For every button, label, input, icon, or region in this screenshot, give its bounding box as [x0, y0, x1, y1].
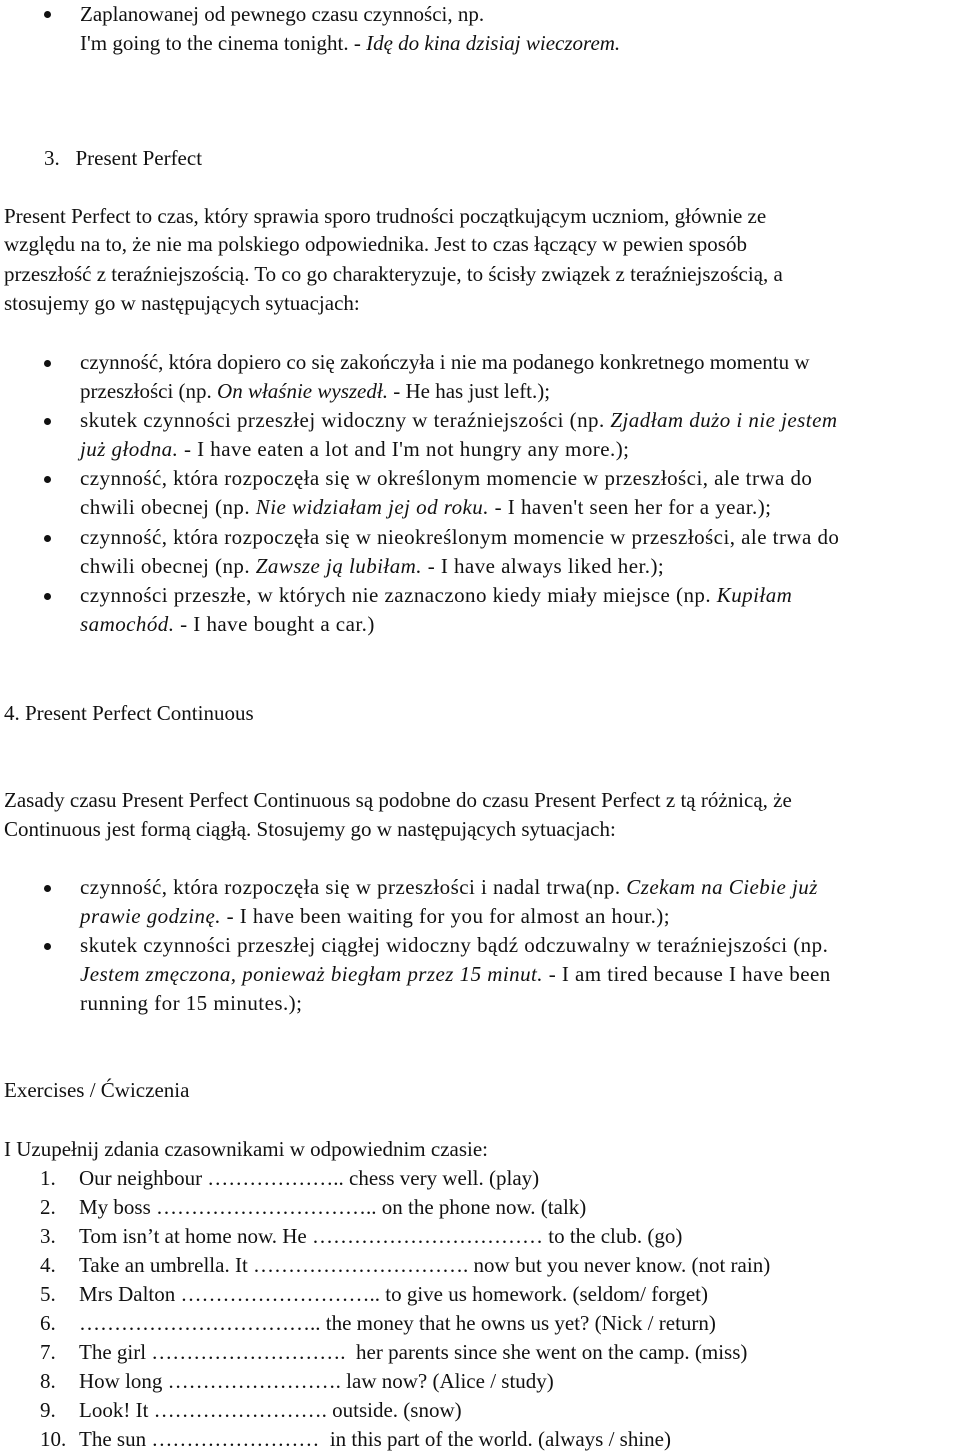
paragraph-line: Zasady czasu Present Perfect Continuous są podobne do czasu Present Perfect z tą różnicą, że: [4, 788, 792, 812]
exercise-number: 2.: [40, 1195, 56, 1219]
exercise-text: The girl ………………………. her parents since she went on the camp. (miss): [79, 1340, 748, 1364]
example-english: I'm going to the cinema tonight. -: [80, 31, 367, 55]
list-item-line: czynność, która rozpoczęła się w nieokreślonym momencie w przeszłości, ale trwa do: [80, 525, 840, 549]
text-run: czynności przeszłe, w których nie zaznaczono kiedy miały miejsce (np.: [80, 583, 717, 607]
top-item-line1: Zaplanowanej od pewnego czasu czynności, np.: [80, 2, 485, 26]
exercise-text: How long ……………………. law now? (Alice / study): [79, 1369, 554, 1393]
example-polish: Idę do kina dzisiaj wieczorem.: [366, 31, 621, 55]
example-english: - I have always liked her.);: [422, 554, 665, 578]
exercises-heading: Exercises / Ćwiczenia: [4, 1078, 190, 1102]
list-item-line: [80, 873, 818, 901]
exercise-number: 6.: [40, 1311, 56, 1335]
top-item-line2: [80, 29, 620, 57]
example-english: - He has just left.);: [387, 379, 551, 403]
list-item-line: [80, 960, 831, 988]
paragraph-line: względu na to, że nie ma polskiego odpowiednika. Jest to czas łączący w pewien sposób: [4, 232, 747, 256]
section-3-heading: 3. Present Perfect: [44, 146, 203, 170]
exercise-number: 8.: [40, 1369, 56, 1393]
exercise-text: Tom isn’t at home now. He …………………………… to the club. (go): [79, 1224, 683, 1248]
example-english: - I haven't seen her for a year.);: [488, 495, 772, 519]
example-english: - I have bought a car.): [174, 612, 375, 636]
paragraph-line: Continuous jest formą ciągłą. Stosujemy go w następujących sytuacjach:: [4, 817, 616, 841]
exercise-text: Mrs Dalton ……………………….. to give us homework. (seldom/ forget): [79, 1282, 708, 1306]
exercise-number: 10.: [40, 1427, 67, 1451]
paragraph-line: Present Perfect to czas, który sprawia sporo trudności początkującym uczniom, głównie ze: [4, 204, 767, 228]
list-item-line: [80, 493, 771, 521]
text-run: przeszłości (np.: [80, 379, 218, 403]
list-item-line: skutek czynności przeszłej ciągłej widoczny bądź odczuwalny w teraźniejszości (np.: [80, 933, 829, 957]
example-polish: Zawsze ją lubiłam.: [255, 554, 422, 578]
list-item-line: [80, 902, 670, 930]
bullet-icon: [44, 476, 51, 483]
exercise-number: 1.: [40, 1166, 56, 1190]
exercise-text: My boss ………………………….. on the phone now. (talk): [79, 1195, 587, 1219]
text-run: chwili obecnej (np.: [80, 495, 256, 519]
example-polish: Czekam na Ciebie już: [626, 875, 818, 899]
exercise-text: Our neighbour ……………….. chess very well. (play): [79, 1166, 540, 1190]
exercise-text: Take an umbrella. It …………………………. now but you never know. (not rain): [79, 1253, 771, 1277]
paragraph-line: przeszłość z teraźniejszością. To co go charakteryzuje, to ścisły związek z teraźniejszością, a: [4, 262, 783, 286]
list-item-line: czynność, która rozpoczęła się w określonym momencie w przeszłości, ale trwa do: [80, 466, 813, 490]
example-polish: Kupiłam: [716, 583, 793, 607]
list-item-line: running for 15 minutes.);: [80, 991, 303, 1015]
bullet-icon: [44, 593, 51, 600]
list-item-line: [80, 610, 375, 638]
exercise-number: 7.: [40, 1340, 56, 1364]
example-english: - I am tired because I have been: [543, 962, 831, 986]
exercise-text: The sun …………………… in this part of the world. (always / shine): [79, 1427, 671, 1451]
paragraph-line: stosujemy go w następujących sytuacjach:: [4, 291, 360, 315]
bullet-icon: [44, 943, 51, 950]
text-run: chwili obecnej (np.: [80, 554, 256, 578]
list-item-line: [80, 435, 629, 463]
bullet-icon: [44, 360, 51, 367]
exercise-number: 5.: [40, 1282, 56, 1306]
bullet-icon: [44, 535, 51, 542]
exercise-number: 4.: [40, 1253, 56, 1277]
example-polish: prawie godzinę.: [80, 904, 221, 928]
text-run: czynność, która rozpoczęła się w przeszłości i nadal trwa(np.: [80, 875, 627, 899]
example-polish: Nie widziałam jej od roku.: [255, 495, 489, 519]
example-english: - I have eaten a lot and I'm not hungry any more.);: [178, 437, 630, 461]
list-item-line: [80, 406, 837, 434]
list-item-line: [80, 581, 792, 609]
list-item-line: [80, 377, 550, 405]
bullet-icon: [44, 885, 51, 892]
bullet-icon: [44, 418, 51, 425]
exercise-text: …………………………….. the money that he owns us yet? (Nick / return): [79, 1311, 716, 1335]
bullet-icon: [44, 11, 51, 18]
exercise-number: 9.: [40, 1398, 56, 1422]
list-item-line: czynność, która dopiero co się zakończyła i nie ma podanego konkretnego momentu w: [80, 350, 810, 374]
example-polish: Jestem zmęczona, ponieważ biegłam przez 15 minut.: [80, 962, 543, 986]
exercise-text: Look! It ……………………. outside. (snow): [79, 1398, 462, 1422]
example-polish: Zjadłam dużo i nie jestem: [610, 408, 838, 432]
example-english: - I have been waiting for you for almost an hour.);: [220, 904, 671, 928]
example-polish: On właśnie wyszedł.: [217, 379, 388, 403]
text-run: skutek czynności przeszłej widoczny w teraźniejszości (np.: [80, 408, 611, 432]
exercise-instruction: I Uzupełnij zdania czasownikami w odpowiednim czasie:: [4, 1137, 489, 1161]
section-4-heading: 4. Present Perfect Continuous: [4, 701, 254, 725]
list-item-line: [80, 552, 664, 580]
example-polish: już głodna.: [80, 437, 179, 461]
example-polish: samochód.: [80, 612, 175, 636]
exercise-number: 3.: [40, 1224, 56, 1248]
